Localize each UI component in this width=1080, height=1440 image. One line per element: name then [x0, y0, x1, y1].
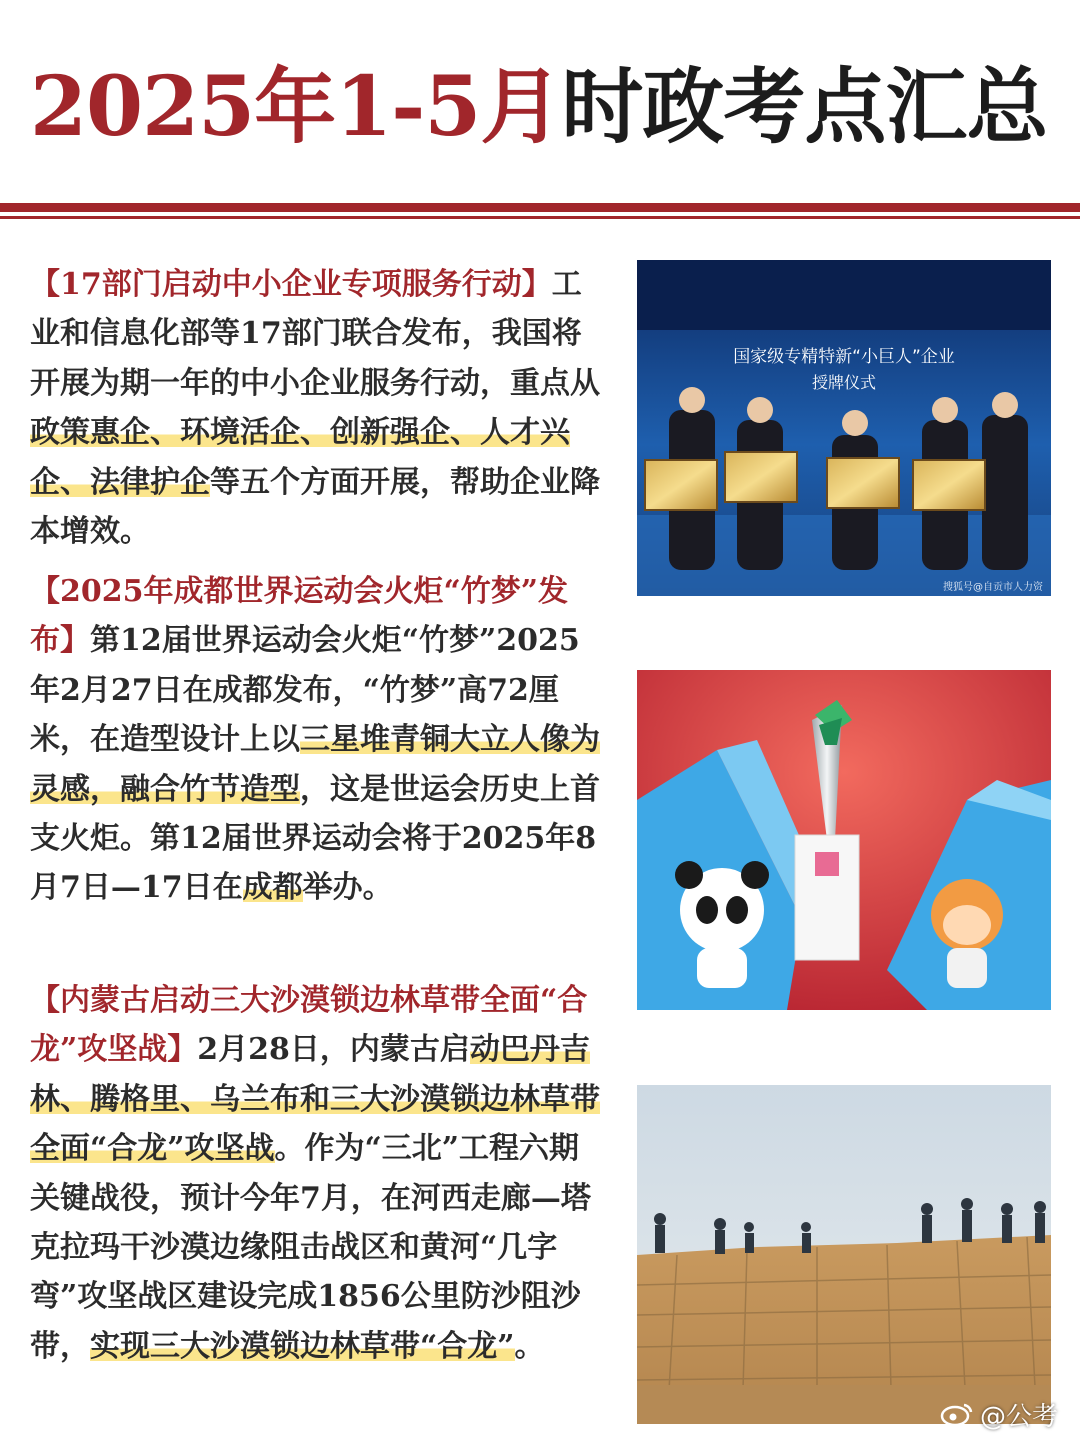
article-text: ，这是世运会历史上首支火炬。第12届世界运动会将于2025年8月7日—17日在	[30, 771, 600, 906]
photo-award-ceremony	[637, 260, 1051, 596]
ceremony-banner-subtitle: 授牌仪式	[811, 373, 877, 392]
photo-torch-mascots	[637, 670, 1051, 1010]
article-headline: 【2025年成都世界运动会火炬“竹梦”发布】	[30, 574, 569, 659]
photo-credit: 搜狐号@自贡市人力资	[943, 582, 1043, 593]
article-highlight: 成都	[242, 870, 303, 906]
title-topic: 时政考点汇总	[561, 59, 1048, 155]
header-divider-thick	[0, 203, 1080, 212]
weibo-watermark	[940, 1396, 1070, 1432]
article-text: 等五个方面开展，帮助企业降本增效。	[30, 464, 600, 550]
article-text: 工业和信息化部等17部门联合发布，我国将开展为期一年的中小企业服务行动，重点从	[30, 267, 600, 401]
article-text: 。作为“三北”工程六期关键战役，预计今年7月，在河西走廊—塔克拉玛干沙漠边缘阻击战区和黄河“几字弯”攻坚战区建设完成1856公里防沙阻沙带，	[30, 1131, 591, 1364]
article-sme-service-action	[30, 260, 600, 556]
article-highlight: 实现三大沙漠锁边林草带“合龙”	[90, 1328, 515, 1364]
photo-desert-planting	[637, 1085, 1051, 1424]
article-text: 举办。	[302, 870, 393, 906]
weibo-logo-icon	[940, 1401, 974, 1427]
article-text: 。	[514, 1328, 545, 1364]
article-highlight: 政策惠企、环境活企、创新强企、人才兴企、法律护企	[30, 415, 570, 500]
article-headline: 【内蒙古启动三大沙漠锁边林草带全面“合龙”攻坚战】	[30, 983, 588, 1068]
page-title	[30, 52, 1060, 162]
article-highlight: 动巴丹吉林、腾格里、乌兰布和三大沙漠锁边林草带全面“合龙”攻坚战	[30, 1032, 600, 1167]
header-divider-thin	[0, 216, 1080, 219]
ceremony-banner-title: 国家级专精特新“小巨人”企业	[733, 347, 955, 367]
article-desert-forest-belt	[30, 976, 600, 1371]
article-headline: 【17部门启动中小企业专项服务行动】	[30, 267, 552, 302]
title-date-range: 2025年1-5月	[30, 59, 562, 155]
article-text: 2月28日，内蒙古启	[197, 1032, 470, 1068]
article-highlight: 三星堆青铜大立人像为灵感，融合竹节造型	[30, 722, 600, 807]
article-text: 第12届世界运动会火炬“竹梦”2025年2月27日在成都发布，“竹梦”高72厘米，在造型设计上以	[30, 623, 580, 758]
article-world-games-torch	[30, 567, 600, 913]
watermark-text: @公考	[980, 1401, 1059, 1432]
